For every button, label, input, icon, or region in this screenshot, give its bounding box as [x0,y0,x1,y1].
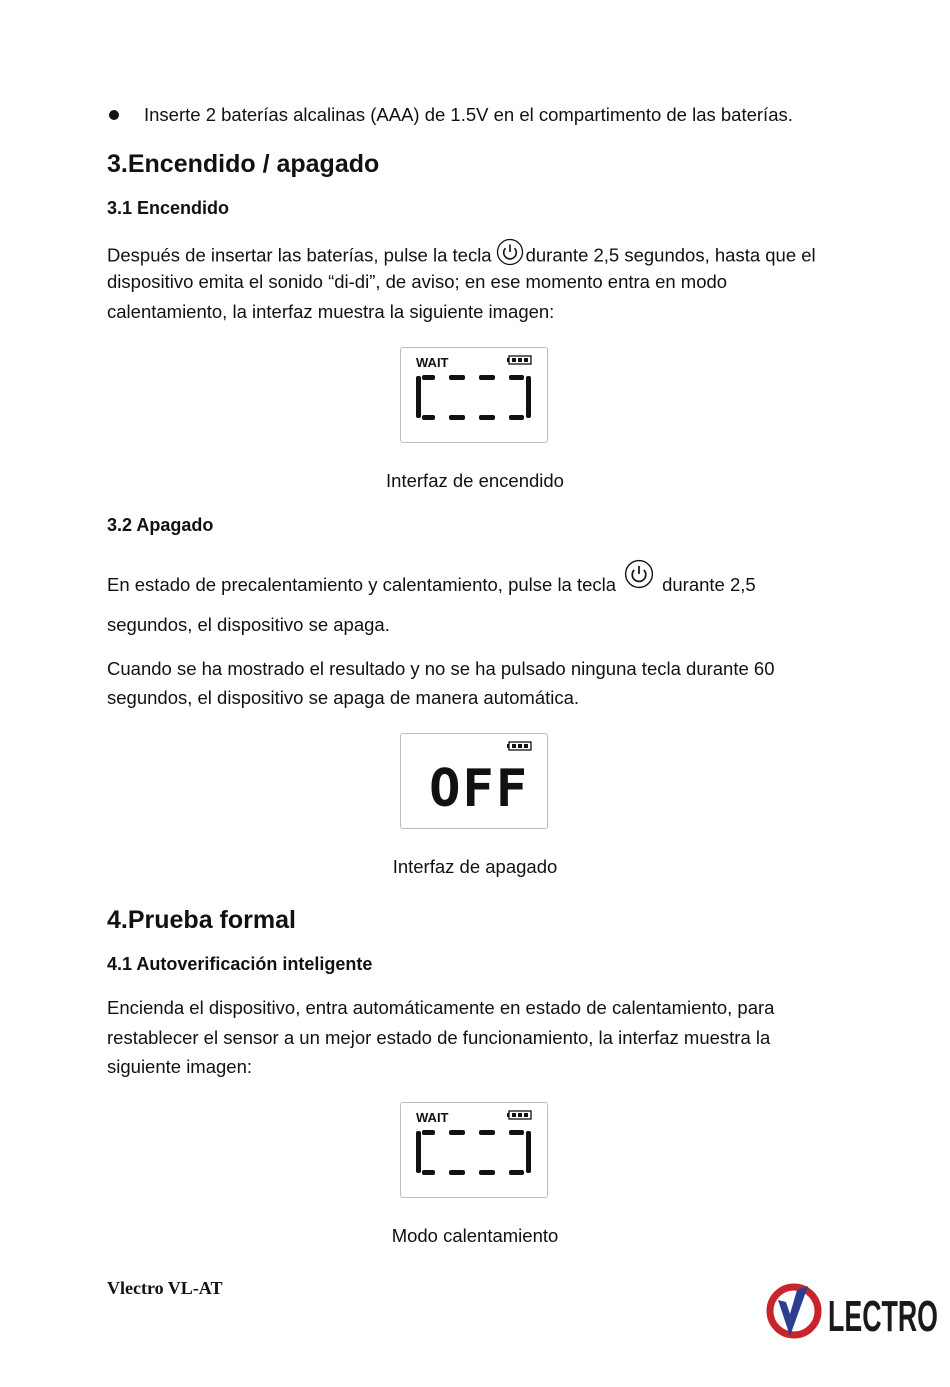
paragraph-3-1-line-1-before: Después de insertar las baterías, pulse la tecla [107,244,492,266]
battery-icon [507,1111,531,1119]
lcd-wait-label: WAIT [416,355,449,370]
section-4-title: 4.Prueba formal [107,906,296,934]
logo-text: LECTRO [828,1292,938,1341]
section-3-1-title: 3.1 Encendido [107,198,230,218]
lcd-off-display [400,733,548,829]
caption-apagado: Interfaz de apagado [392,856,558,877]
caption-calentamiento: Modo calentamiento [391,1225,559,1246]
paragraph-4-1-line-3: siguiente imagen: [107,1056,253,1077]
paragraph-4-1-line-2: restablecer el sensor a un mejor estado de funcionamiento, la interfaz muestra la [107,1027,771,1048]
section-3-2-title: 3.2 Apagado [107,515,214,535]
power-icon [624,559,654,598]
paragraph-3-2-line-1-before: En estado de precalentamiento y calentamiento, pulse la tecla [107,574,617,595]
lcd-off-text: OFF [429,759,529,819]
lcd-segments [416,1130,531,1175]
paragraph-3-1-line-1-after: durante 2,5 segundos, hasta que el [525,244,816,266]
lcd-wait-display [400,347,548,443]
battery-icon [507,356,531,364]
paragraph-3-2-line-1-after: durante 2,5 [662,574,756,595]
section-4-1-title: 4.1 Autoverificación inteligente [107,954,373,974]
paragraph-3-1-line-2: dispositivo emita el sonido “di-di”, de aviso; en ese momento entra en modo [107,271,728,292]
paragraph-3-2b-line-2: segundos, el dispositivo se apaga de manera automática. [107,687,580,708]
footer-model: Vlectro VL-AT [107,1278,223,1298]
section-3-title: 3.Encendido / apagado [107,150,380,178]
battery-icon [507,742,531,750]
paragraph-3-1-line-3: calentamiento, la interfaz muestra la siguiente imagen: [107,301,555,322]
paragraph-3-2-line-1 [107,570,756,600]
bullet-text: Inserte 2 baterías alcalinas (AAA) de 1.5V en el compartimento de las baterías. [144,104,793,125]
bullet-icon [109,110,119,120]
vlectro-logo [764,1280,940,1342]
caption-encendido: Interfaz de encendido [386,470,564,491]
lcd-warmup-display [400,1102,548,1198]
paragraph-3-2-line-2: segundos, el dispositivo se apaga. [107,614,390,635]
lcd-segments [416,375,531,420]
paragraph-4-1-line-1: Encienda el dispositivo, entra automáticamente en estado de calentamiento, para [107,997,775,1018]
paragraph-3-2b-line-1: Cuando se ha mostrado el resultado y no se ha pulsado ninguna tecla durante 60 [107,658,775,679]
lcd-warmup-label: WAIT [416,1110,449,1125]
